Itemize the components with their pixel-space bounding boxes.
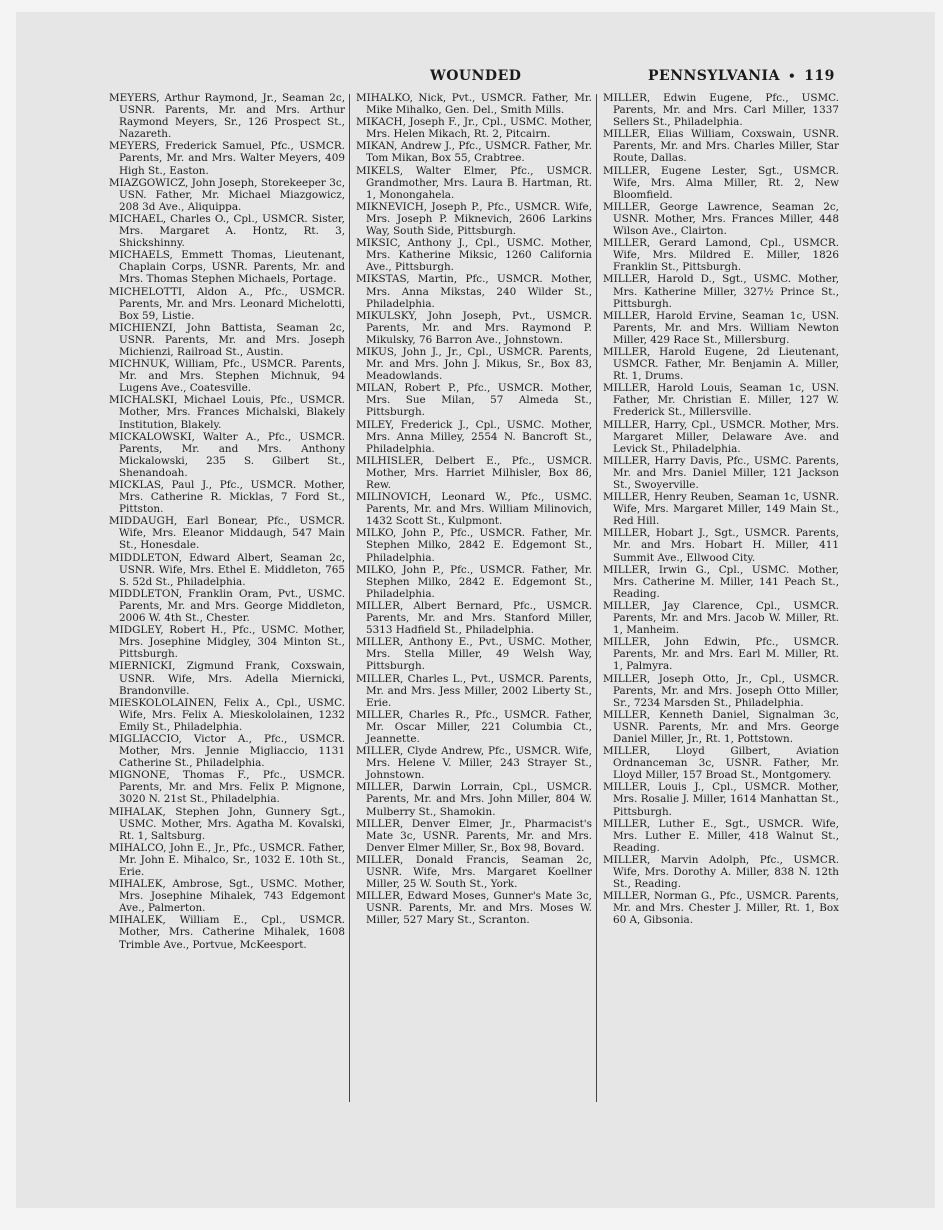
casualty-entry: MILLER, Anthony E., Pvt., USMC. Mother, Mrs. Stella Miller, 49 Welsh Way, Pittsburgh. bbox=[356, 636, 592, 673]
casualty-entry: MILLER, Jay Clarence, Cpl., USMCR. Parents, Mr. and Mrs. Jacob W. Miller, Rt. 1, Manheim. bbox=[603, 599, 839, 637]
casualty-entry: MILLER, Clyde Andrew, Pfc., USMCR. Wife, Mrs. Helene V. Miller, 243 Strayer St., Johnstown. bbox=[356, 745, 592, 782]
casualty-entry: MICKALOWSKI, Walter A., Pfc., USMCR. Parents, Mr. and Mrs. Anthony Mickalowski, 235 S. Gilbert St., Shenandoah. bbox=[109, 430, 345, 479]
document-page bbox=[16, 12, 935, 1208]
casualty-entry: MIDGLEY, Robert H., Pfc., USMC. Mother, Mrs. Josephine Midgley, 304 Minton St., Pittsburgh. bbox=[109, 624, 345, 661]
casualty-entry: MICHALSKI, Michael Louis, Pfc., USMCR. Mother, Mrs. Frances Michalski, Blakely Institution, Blakely. bbox=[109, 394, 345, 431]
casualty-entry: MIKSTAS, Martin, Pfc., USMCR. Mother, Mrs. Anna Mikstas, 240 Wilder St., Philadelphia. bbox=[356, 273, 592, 310]
casualty-entry: MILLER, Hobart J., Sgt., USMCR. Parents, Mr. and Mrs. Hobart H. Miller, 411 Summit Ave., Ellwood City. bbox=[603, 527, 839, 564]
casualty-entry: MIHALAK, Stephen John, Gunnery Sgt., USMC. Mother, Mrs. Agatha M. Kovalski, Rt. 1, Saltsburg. bbox=[109, 805, 345, 842]
casualty-entry: MICHAEL, Charles O., Cpl., USMCR. Sister, Mrs. Margaret A. Hontz, Rt. 3, Shickshinny. bbox=[109, 212, 345, 250]
casualty-entry: MIERNICKI, Zigmund Frank, Coxswain, USNR. Wife, Mrs. Adella Miernicki, Brandonville. bbox=[109, 660, 345, 697]
casualty-entry: MILLER, Charles L., Pvt., USMCR. Parents, Mr. and Mrs. Jess Miller, 2002 Liberty St., Erie. bbox=[356, 672, 592, 709]
casualty-entry: MICHELOTTI, Aldon A., Pfc., USMCR. Parents, Mr. and Mrs. Leonard Michelotti, Box 59, Listie. bbox=[109, 285, 345, 322]
casualty-entry: MILLER, Elias William, Coxswain, USNR. Parents, Mr. and Mrs. Charles Miller, Star Route, Dallas. bbox=[603, 128, 839, 165]
casualty-entry: MEYERS, Arthur Raymond, Jr., Seaman 2c, USNR. Parents, Mr. and Mrs. Arthur Raymond Meyers, Sr., 126 Prospect St., Nazareth. bbox=[109, 92, 345, 141]
casualty-entry: MIGNONE, Thomas F., Pfc., USMCR. Parents, Mr. and Mrs. Felix P. Mignone, 3020 N. 21st St., Philadelphia. bbox=[109, 769, 345, 806]
column-rule-2 bbox=[596, 94, 597, 1102]
casualty-entry: MILKO, John P., Pfc., USMCR. Father, Mr. Stephen Milko, 2842 E. Edgemont St., Philadelphia. bbox=[356, 563, 592, 600]
casualty-entry: MIHALEK, William E., Cpl., USMCR. Mother, Mrs. Catherine Mihalek, 1608 Trimble Ave., Portvue, McKeesport. bbox=[109, 914, 345, 951]
page-number: 119 bbox=[804, 68, 835, 84]
casualty-entry: MILLER, Darwin Lorrain, Cpl., USMCR. Parents, Mr. and Mrs. John Miller, 804 W. Mulberry St., Shamokin. bbox=[356, 781, 592, 818]
casualty-entry: MILLER, Harold Ervine, Seaman 1c, USN. Parents, Mr. and Mrs. William Newton Miller, 429 Race St., Millersburg. bbox=[603, 309, 839, 346]
casualty-entry: MILLER, Norman G., Pfc., USMCR. Parents, Mr. and Mrs. Chester J. Miller, Rt. 1, Box 60 A, Gibsonia. bbox=[603, 890, 839, 927]
casualty-entry: MICHIENZI, John Battista, Seaman 2c, USNR. Parents, Mr. and Mrs. Joseph Michienzi, Railroad St., Austin. bbox=[109, 321, 345, 358]
casualty-entry: MIDDLETON, Edward Albert, Seaman 2c, USNR. Wife, Mrs. Ethel E. Middleton, 765 S. 52d St., Philadelphia. bbox=[109, 551, 345, 588]
casualty-entry: MIKELS, Walter Elmer, Pfc., USMCR. Grandmother, Mrs. Laura B. Hartman, Rt. 1, Monongahela. bbox=[356, 164, 592, 201]
casualty-entry: MILLER, Henry Reuben, Seaman 1c, USNR. Wife, Mrs. Margaret Miller, 149 Main St., Red Hill. bbox=[603, 491, 839, 528]
casualty-entry: MILLER, Marvin Adolph, Pfc., USMCR. Wife, Mrs. Dorothy A. Miller, 838 N. 12th St., Reading. bbox=[603, 853, 839, 891]
casualty-entry: MILLER, Gerard Lamond, Cpl., USMCR. Wife, Mrs. Mildred E. Miller, 1826 Franklin St., Pittsburgh. bbox=[603, 237, 839, 274]
casualty-entry: MIKSIC, Anthony J., Cpl., USMC. Mother, Mrs. Katherine Miksic, 1260 California Ave., Pittsburgh. bbox=[356, 237, 592, 274]
casualty-entry: MIHALEK, Ambrose, Sgt., USMC. Mother, Mrs. Josephine Mihalek, 743 Edgemont Ave., Palmerton. bbox=[109, 878, 345, 915]
column-rule-1 bbox=[349, 94, 350, 1102]
column-3 bbox=[603, 92, 839, 926]
casualty-entry: MILLER, Kenneth Daniel, Signalman 3c, USNR. Parents, Mr. and Mrs. George Daniel Miller, Jr., Rt. 1, Pottstown. bbox=[603, 708, 839, 745]
casualty-entry: MILLER, George Lawrence, Seaman 2c, USNR. Mother, Mrs. Frances Miller, 448 Wilson Ave., Clairton. bbox=[603, 200, 839, 238]
casualty-entry: MIESKOLOLAINEN, Felix A., Cpl., USMC. Wife, Mrs. Felix A. Mieskololainen, 1232 Emily St., Philadelphia. bbox=[109, 696, 345, 733]
column-1 bbox=[109, 92, 345, 951]
casualty-entry: MILLER, Lloyd Gilbert, Aviation Ordnanceman 3c, USNR. Father, Mr. Lloyd Miller, 157 Broad St., Montgomery. bbox=[603, 745, 839, 782]
casualty-entry: MILHISLER, Delbert E., Pfc., USMCR. Mother, Mrs. Harriet Milhisler, Box 86, Rew. bbox=[356, 454, 592, 491]
casualty-entry: MIKACH, Joseph F., Jr., Cpl., USMC. Mother, Mrs. Helen Mikach, Rt. 2, Pitcairn. bbox=[356, 116, 592, 141]
casualty-entry: MILLER, Harold D., Sgt., USMC. Mother, Mrs. Katherine Miller, 327½ Prince St., Pittsburgh. bbox=[603, 273, 839, 310]
casualty-entry: MICKLAS, Paul J., Pfc., USMCR. Mother, Mrs. Catherine R. Micklas, 7 Ford St., Pittston. bbox=[109, 479, 345, 516]
casualty-entry: MILINOVICH, Leonard W., Pfc., USMC. Parents, Mr. and Mrs. William Milinovich, 1432 Scott St., Kulpmont. bbox=[356, 491, 592, 528]
casualty-entry: MIDDAUGH, Earl Bonear, Pfc., USMCR. Wife, Mrs. Eleanor Middaugh, 547 Main St., Honesdale. bbox=[109, 515, 345, 552]
casualty-entry: MILLER, Edward Moses, Gunner's Mate 3c, USNR. Parents, Mr. and Mrs. Moses W. Miller, 527 Mary St., Scranton. bbox=[356, 890, 592, 927]
casualty-entry: MILLER, Joseph Otto, Jr., Cpl., USMCR. Parents, Mr. and Mrs. Joseph Otto Miller, Sr., 7234 Marsden St., Philadelphia. bbox=[603, 672, 839, 709]
casualty-entry: MILLER, Irwin G., Cpl., USMC. Mother, Mrs. Catherine M. Miller, 141 Peach St., Reading. bbox=[603, 563, 839, 600]
casualty-entry: MILEY, Frederick J., Cpl., USMC. Mother, Mrs. Anna Milley, 2554 N. Bancroft St., Philadelphia. bbox=[356, 418, 592, 455]
casualty-entry: MIKUS, John J., Jr., Cpl., USMCR. Parents, Mr. and Mrs. John J. Mikus, Sr., Box 83, Meadowlands. bbox=[356, 345, 592, 383]
casualty-entry: MIHALCO, John E., Jr., Pfc., USMCR. Father, Mr. John E. Mihalco, Sr., 1032 E. 10th St., Erie. bbox=[109, 841, 345, 878]
casualty-entry: MILKO, John P., Pfc., USMCR. Father, Mr. Stephen Milko, 2842 E. Edgemont St., Philadelphia. bbox=[356, 527, 592, 564]
casualty-entry: MILLER, Louis J., Cpl., USMCR. Mother, Mrs. Rosalie J. Miller, 1614 Manhattan St., Pittsburgh. bbox=[603, 781, 839, 818]
casualty-entry: MILAN, Robert P., Pfc., USMCR. Mother, Mrs. Sue Milan, 57 Almeda St., Pittsburgh. bbox=[356, 382, 592, 419]
casualty-entry: MILLER, Harold Eugene, 2d Lieutenant, USMCR. Father, Mr. Benjamin A. Miller, Rt. 1, Drums. bbox=[603, 345, 839, 383]
casualty-entry: MILLER, Charles R., Pfc., USMCR. Father, Mr. Oscar Miller, 221 Columbia Ct., Jeannette. bbox=[356, 708, 592, 745]
casualty-entry: MICHAELS, Emmett Thomas, Lieutenant, Chaplain Corps, USNR. Parents, Mr. and Mrs. Thomas Stephen Michaels, Portage. bbox=[109, 249, 345, 286]
casualty-entry: MIKAN, Andrew J., Pfc., USMCR. Father, Mr. Tom Mikan, Box 55, Crabtree. bbox=[356, 140, 592, 165]
casualty-entry: MIKNEVICH, Joseph P., Pfc., USMCR. Wife, Mrs. Joseph P. Miknevich, 2606 Larkins Way, South Side, Pittsburgh. bbox=[356, 200, 592, 238]
casualty-entry: MILLER, John Edwin, Pfc., USMCR. Parents, Mr. and Mrs. Earl M. Miller, Rt. 1, Palmyra. bbox=[603, 636, 839, 673]
running-head bbox=[648, 68, 835, 84]
casualty-entry: MILLER, Edwin Eugene, Pfc., USMC. Parents, Mr. and Mrs. Carl Miller, 1337 Sellers St., Philadelphia. bbox=[603, 92, 839, 129]
casualty-entry: MILLER, Harry Davis, Pfc., USMC. Parents, Mr. and Mrs. Daniel Miller, 121 Jackson St., Swoyerville. bbox=[603, 454, 839, 491]
casualty-entry: MEYERS, Frederick Samuel, Pfc., USMCR. Parents, Mr. and Mrs. Walter Meyers, 409 High St., Easton. bbox=[109, 140, 345, 177]
casualty-entry: MILLER, Harry, Cpl., USMCR. Mother, Mrs. Margaret Miller, Delaware Ave. and Levick St., Philadelphia. bbox=[603, 418, 839, 455]
casualty-entry: MIAZGOWICZ, John Joseph, Storekeeper 3c, USN. Father, Mr. Michael Miazgowicz, 208 3d Ave., Aliquippa. bbox=[109, 176, 345, 213]
casualty-entry: MIGLIACCIO, Victor A., Pfc., USMCR. Mother, Mrs. Jennie Migliaccio, 1131 Catherine St., Philadelphia. bbox=[109, 732, 345, 770]
casualty-entry: MIDDLETON, Franklin Oram, Pvt., USMC. Parents, Mr. and Mrs. George Middleton, 2006 W. 4th St., Chester. bbox=[109, 587, 345, 625]
casualty-entry: MICHNUK, William, Pfc., USMCR. Parents, Mr. and Mrs. Stephen Michnuk, 94 Lugens Ave., Coatesville. bbox=[109, 358, 345, 395]
casualty-entry: MILLER, Albert Bernard, Pfc., USMCR. Parents, Mr. and Mrs. Stanford Miller, 5313 Hadfield St., Philadelphia. bbox=[356, 599, 592, 637]
casualty-entry: MIKULSKY, John Joseph, Pvt., USMCR. Parents, Mr. and Mrs. Raymond P. Mikulsky, 76 Barron Ave., Johnstown. bbox=[356, 309, 592, 346]
casualty-entry: MILLER, Eugene Lester, Sgt., USMCR. Wife, Mrs. Alma Miller, Rt. 2, New Bloomfield. bbox=[603, 164, 839, 201]
casualty-entry: MIHALKO, Nick, Pvt., USMCR. Father, Mr. Mike Mihalko, Gen. Del., Smith Mills. bbox=[356, 92, 592, 117]
casualty-entry: MILLER, Luther E., Sgt., USMCR. Wife, Mrs. Luther E. Miller, 418 Walnut St., Reading. bbox=[603, 817, 839, 854]
section-title: WOUNDED bbox=[430, 68, 522, 84]
state-title: PENNSYLVANIA bbox=[648, 68, 780, 84]
column-2 bbox=[356, 92, 592, 926]
bullet-separator: • bbox=[787, 69, 797, 83]
casualty-entry: MILLER, Harold Louis, Seaman 1c, USN. Father, Mr. Christian E. Miller, 127 W. Frederick St., Millersville. bbox=[603, 382, 839, 419]
casualty-entry: MILLER, Donald Francis, Seaman 2c, USNR. Wife, Mrs. Margaret Koellner Miller, 25 W. South St., York. bbox=[356, 853, 592, 891]
casualty-entry: MILLER, Denver Elmer, Jr., Pharmacist's Mate 3c, USNR. Parents, Mr. and Mrs. Denver Elmer Miller, Sr., Box 98, Bovard. bbox=[356, 817, 592, 854]
